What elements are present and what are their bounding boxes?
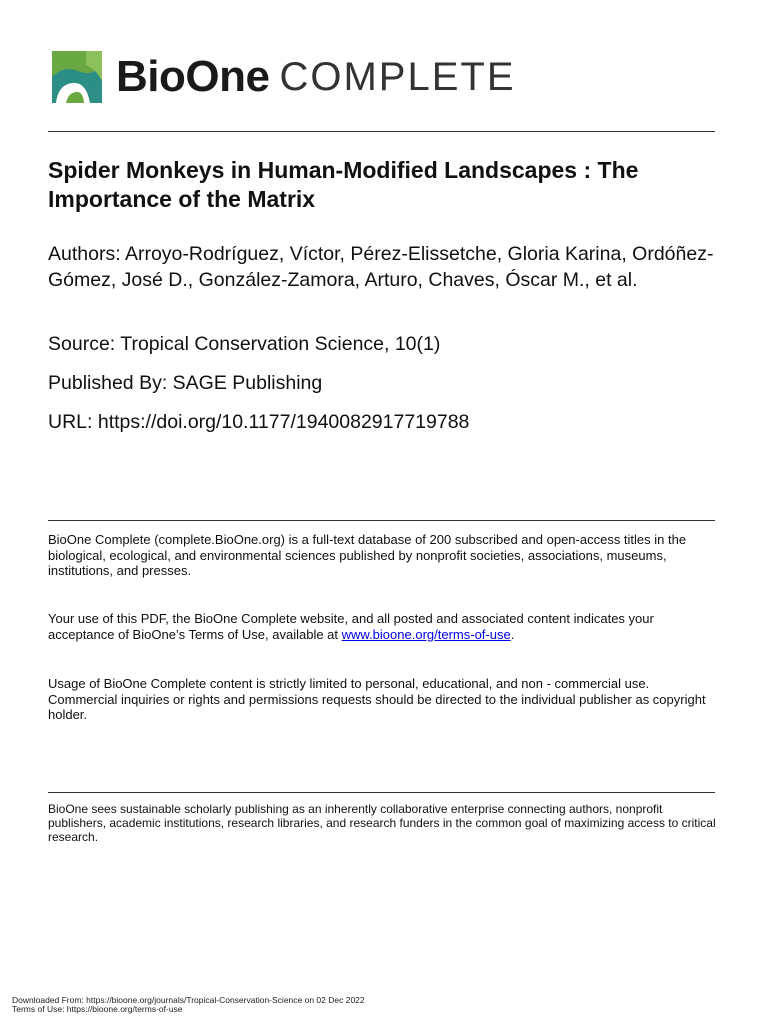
- terms-notice-text: Your use of this PDF, the BioOne Complete website, and all posted and associated content indicates your acceptance of BioOne’s Terms of Use, available at: [48, 611, 654, 642]
- about-notice: BioOne Complete (complete.BioOne.org) is a full-text database of 200 subscribed and open-access titles in the biological, ecological, and environmental sciences published by nonprofit societies, associations, museums, institutions, and presses.: [48, 532, 687, 578]
- article-url: URL: https://doi.org/10.1177/1940082917719788: [48, 411, 470, 433]
- brand-name-bold: BioOne: [116, 52, 270, 101]
- notice-divider-bottom: [48, 792, 715, 793]
- article-authors: Authors: Arroyo-Rodríguez, Víctor, Pérez-Elissetche, Gloria Karina, Ordóñez-Gómez, José D., González-Zamora, Arturo, Chaves, Óscar M., et al.: [48, 243, 714, 291]
- notice-divider-top: [48, 520, 715, 521]
- header-divider: [48, 131, 715, 132]
- article-source: Source: Tropical Conservation Science, 10(1): [48, 333, 441, 355]
- article-publisher: Published By: SAGE Publishing: [48, 372, 323, 394]
- article-title: Spider Monkeys in Human-Modified Landscapes : The Importance of the Matrix: [48, 157, 639, 212]
- footer-downloaded: Downloaded From: https://bioone.org/journals/Tropical-Conservation-Science on 02 Dec 2022: [12, 995, 365, 1005]
- bioone-logo: [52, 50, 516, 104]
- mission-statement: BioOne sees sustainable scholarly publishing as an inherently collaborative enterprise connecting authors, nonprofit publishers, academic institutions, research libraries, and research funders in the common goal of maximizing access to critical research.: [48, 802, 716, 844]
- terms-notice: [48, 611, 720, 642]
- usage-notice: Usage of BioOne Complete content is strictly limited to personal, educational, and non - commercial use. Commercial inquiries or rights and permissions requests should be directed to the individual publisher as copyright holder.: [48, 676, 706, 722]
- brand-name-light: COMPLETE: [279, 55, 516, 99]
- terms-of-use-link[interactable]: www.bioone.org/terms-of-use: [341, 626, 511, 642]
- terms-notice-suffix: .: [510, 626, 515, 642]
- bioone-logo-icon: [52, 51, 102, 103]
- footer-terms: Terms of Use: https://bioone.org/terms-of-use: [12, 1004, 183, 1014]
